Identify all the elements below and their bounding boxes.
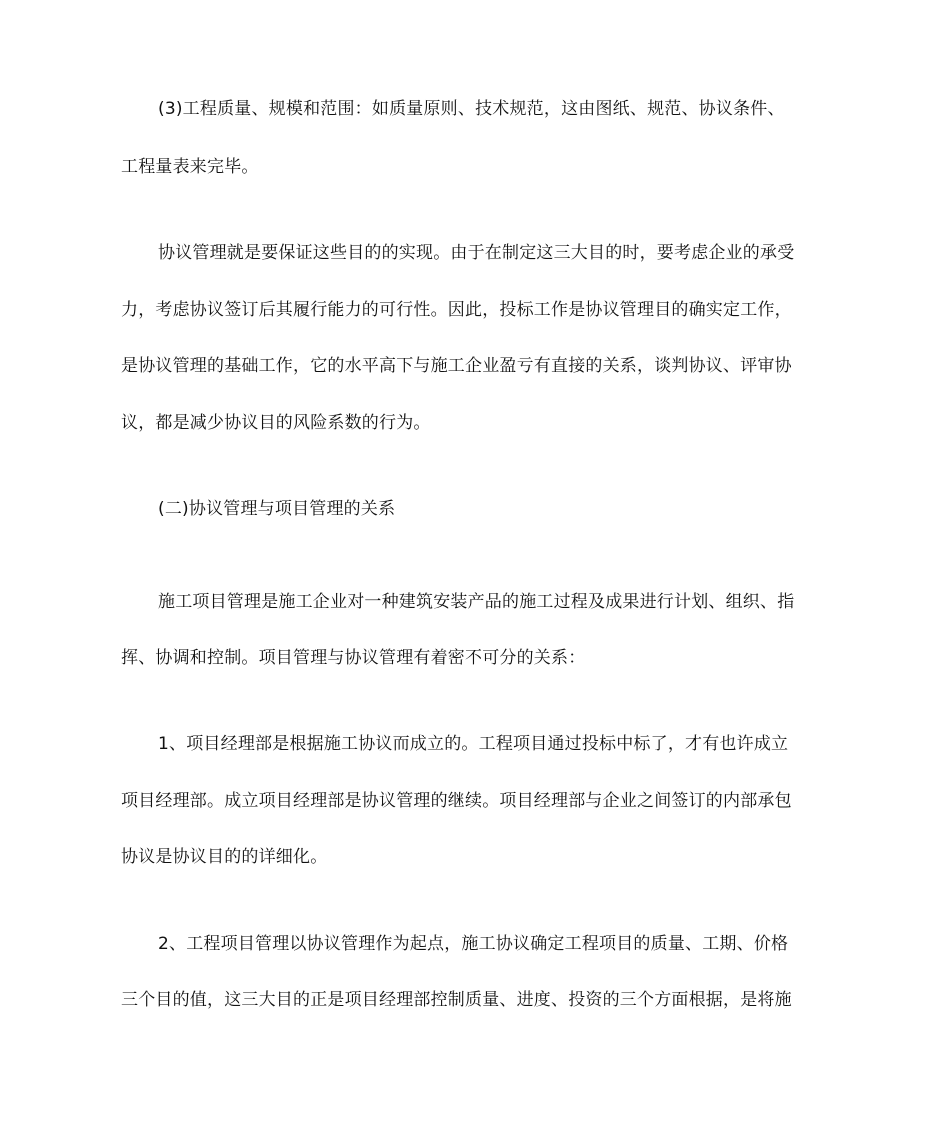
paragraph-5-line-3: 协议是协议目的的详细化。 xyxy=(121,847,328,867)
paragraph-5-line-1: 1、项目经理部是根据施工协议而成立的。工程项目通过投标中标了，才有也许成立 xyxy=(158,734,789,754)
paragraph-5-line-2: 项目经理部。成立项目经理部是协议管理的继续。项目经理部与企业之间签订的内部承包 xyxy=(121,791,792,811)
paragraph-1-line-1: (3)工程质量、规模和范围：如质量原则、技术规范，这由图纸、规范、协议条件、 xyxy=(158,99,785,119)
paragraph-2-line-3: 是协议管理的基础工作，它的水平高下与施工企业盈亏有直接的关系，谈判协议、评审协 xyxy=(121,356,792,376)
section-heading: (二)协议管理与项目管理的关系 xyxy=(158,499,396,519)
paragraph-1-line-2: 工程量表来完毕。 xyxy=(121,157,259,177)
paragraph-6-line-2: 三个目的值，这三大目的正是项目经理部控制质量、进度、投资的三个方面根据，是将施 xyxy=(121,990,792,1010)
paragraph-6-line-1: 2、工程项目管理以协议管理作为起点，施工协议确定工程项目的质量、工期、价格 xyxy=(158,934,789,954)
paragraph-4-line-2: 挥、协调和控制。项目管理与协议管理有着密不可分的关系： xyxy=(121,648,586,668)
paragraph-2-line-4: 议，都是减少协议目的风险系数的行为。 xyxy=(121,413,431,433)
paragraph-2-line-1: 协议管理就是要保证这些目的的实现。由于在制定这三大目的时，要考虑企业的承受 xyxy=(158,243,795,263)
paragraph-4-line-1: 施工项目管理是施工企业对一种建筑安装产品的施工过程及成果进行计划、组织、指 xyxy=(158,592,795,612)
paragraph-2-line-2: 力，考虑协议签订后其履行能力的可行性。因此，投标工作是协议管理目的确实定工作， xyxy=(121,300,792,320)
